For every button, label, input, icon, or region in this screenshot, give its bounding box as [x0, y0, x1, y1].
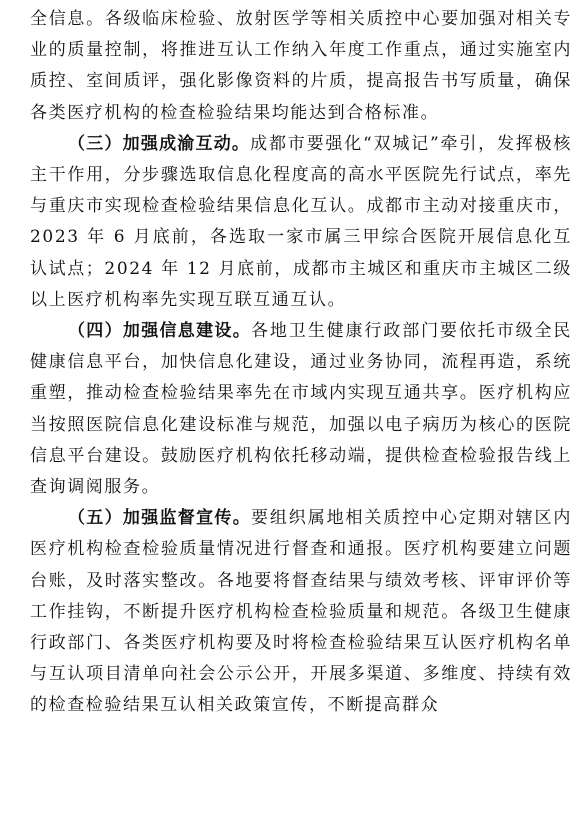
section-heading-4: （四）加强信息建设。 [68, 321, 251, 342]
section-heading-3: （三）加强成渝互动。 [68, 133, 251, 154]
section-heading-5: （五）加强监督宣传。 [68, 508, 251, 529]
paragraph-chengyu-interaction [30, 129, 572, 316]
paragraph-body: 各地卫生健康行政部门要依托市级全民健康信息平台，加快信息化建设，通过业务协同，流程再造，系统重塑，推动检查检验结果率先在市域内实现互通共享。医疗机构应当按照医院信息化建设标准与规范，加强以电子病历为核心的医院信息平台建设。鼓励医疗机构依托移动端，提供检查检验报告线上查询调阅服务。 [30, 321, 572, 498]
paragraph-body: 要组织属地相关质控中心定期对辖区内医疗机构检查检验质量情况进行督查和通报。医疗机构要建立问题台账，及时落实整改。各地要将督查结果与绩效考核、评审评价等工作挂钩，不断提升医疗机构检查检验质量和规范。各级卫生健康行政部门、各类医疗机构要及时将检查检验结果互认医疗机构名单与互认项目清单向社会公示公开，开展多渠道、多维度、持续有效的检查检验结果互认相关政策宣传，不断提高群众 [30, 508, 572, 716]
paragraph-body: 成都市要强化“双城记”牵引，发挥极核主干作用，分步骤选取信息化程度高的高水平医院先行试点，率先与重庆市实现检查检验结果信息化互认。成都市主动对接重庆市，2023 年 6 月底前，各选取一家市属三甲综合医院开展信息化互认试点；2024 年 12 月底前，成都市主城区和重庆市主城区二级以上医疗机构率先实现互联互通互认。 [30, 133, 572, 310]
paragraph-information-construction [30, 316, 572, 503]
paragraph-body: 全信息。各级临床检验、放射医学等相关质控中心要加强对相关专业的质量控制，将推进互认工作纳入年度工作重点，通过实施室内质控、室间质评，强化影像资料的片质，提高报告书写质量，确保各类医疗机构的检查检验结果均能达到合格标准。 [30, 9, 572, 123]
paragraph-supervision-publicity [30, 503, 572, 721]
paragraph-quality-control [30, 4, 572, 129]
